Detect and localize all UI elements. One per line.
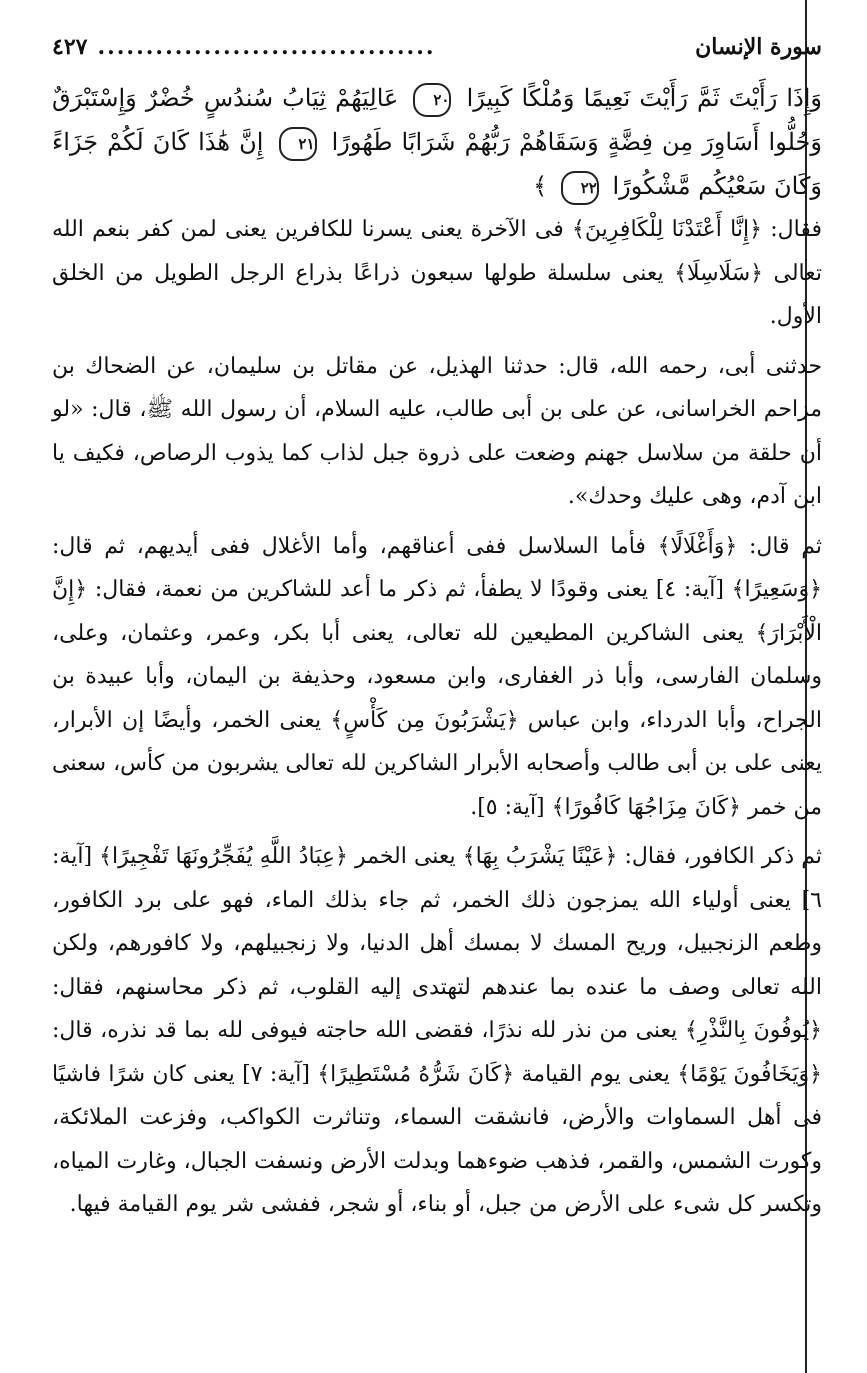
commentary-paragraph-1: فقال: ﴿إِنَّا أَعْتَدْنَا لِلْكَافِرِينَ﴾ فى الآخرة يعنى يسرنا للكافرين يعنى لمن كفر بنعم الله تعالى ﴿سَلَاسِلَا﴾ يعنى سلسلة طولها سبعون ذراعًا بذراع الرجل الطويل من الخلق الأول. (52, 217, 822, 329)
verse-21-text: عَالِيَهُمْ ثِيَابُ سُندُسٍ خُضْرٌ وَإِسْتَبْرَقٌ وَحُلُّوا أَسَاوِرَ مِن فِضَّةٍ وَسَقَاهُمْ رَبُّهُمْ شَرَابًا طَهُورًا (52, 84, 822, 156)
quran-verses-block (52, 76, 822, 208)
verse-number-22: ٢٢ (561, 171, 599, 205)
verse-20-text: وَإِذَا رَأَيْتَ ثَمَّ رَأَيْتَ نَعِيمًا وَمُلْكًا كَبِيرًا (466, 84, 823, 112)
verse-end-bracket: ﴾ (533, 172, 548, 200)
page-header (52, 34, 822, 70)
commentary-paragraph-3: ثم قال: ﴿وَأَغْلَالًا﴾ فأما السلاسل ففى أعناقهم، وأما الأغلال ففى أيديهم، ثم قال: ﴿وَسَعِيرًا﴾ [آية: ٤] يعنى وقودًا لا يطفأ، ثم ذكر ما أعد للشاكرين من نعمة، فقال: ﴿إِنَّ الْأَبْرَارَ﴾ يعنى الشاكرين المطيعين لله تعالى، يعنى أبا بكر، وعمر، وعثمان، وعلى، وسلمان الفارسى، وأبا ذر الغفارى، وابن مسعود، وحذيفة بن اليمان، وأبا عبيدة بن الجراح، وأبا الدرداء، وابن عباس ﴿يَشْرَبُونَ مِن كَأْسٍ﴾ يعنى الخمر، وأيضًا إن الأبرار، يعنى على بن أبى طالب وأصحابه الأبرار الشاكرين لله تعالى يشربون من كأس، سعنى من خمر ﴿كَانَ مِزَاجُهَا كَافُورًا﴾ [آية: ٥]. (52, 533, 822, 820)
book-page (52, 34, 822, 1334)
header-dots: ................................... (97, 34, 436, 60)
verse-number-21: ٢١ (279, 127, 317, 161)
verse-number-20: ٢٠ (413, 83, 451, 117)
page-number: ٤٢٧ (52, 34, 88, 60)
surah-title: سورة الإنسان (695, 34, 822, 60)
verse-22-text: إِنَّ هَٰذَا كَانَ لَكُمْ جَزَاءً وَكَانَ سَعْيُكُم مَّشْكُورًا (52, 128, 822, 200)
commentary-paragraph-2: حدثنى أبى، رحمه الله، قال: حدثنا الهذيل، عن مقاتل بن سليمان، عن الضحاك بن مزاحم الخراسانى، عن على بن أبى طالب، عليه السلام، أن رسول الله ﷺ، قال: «لو أن حلقة من سلاسل جهنم وضعت على ذروة جبل لذاب كما يذوب الرصاص، فكيف يا ابن آدم، وهى عليك وحدك». (52, 353, 822, 509)
commentary-paragraph-4: ثم ذكر الكافور، فقال: ﴿عَيْنًا يَشْرَبُ بِهَا﴾ يعنى الخمر ﴿عِبَادُ اللَّهِ يُفَجِّرُونَهَا تَفْجِيرًا﴾ [آية: ٦] يعنى أولياء الله يمزجون ذلك الخمر، ثم جاء بذلك الماء، فهو على برد الكافور، وطعم الزنجبيل، وريح المسك لا بمسك أهل الدنيا، ولا زنجبيلهم، ولا كافورهم، ولكن الله تعالى وصف ما عنده بما عندهم لتهتدى إليه القلوب، ثم ذكر محاسنهم، فقال: ﴿يُوفُونَ بِالنَّذْرِ﴾ يعنى من نذر لله نذرًا، فقضى الله حاجته فيوفى لله بما قد نذره، قال: ﴿وَيَخَافُونَ يَوْمًا﴾ يعنى يوم القيامة ﴿كَانَ شَرُّهُ مُسْتَطِيرًا﴾ [آية: ٧] يعنى كان شرًا فاشيًا فى أهل السماوات والأرض، فانشقت السماء، وتناثرت الكواكب، وفزعت الملائكة، وكورت الشمس، والقمر، فذهب ضوءهما وبدلت الأرض ونسفت الجبال، وغارت المياه، وتكسر كل شىء على الأرض من جبل، أو بناء، أو شجر، ففشى شر يوم القيامة فيها. (52, 844, 823, 1217)
